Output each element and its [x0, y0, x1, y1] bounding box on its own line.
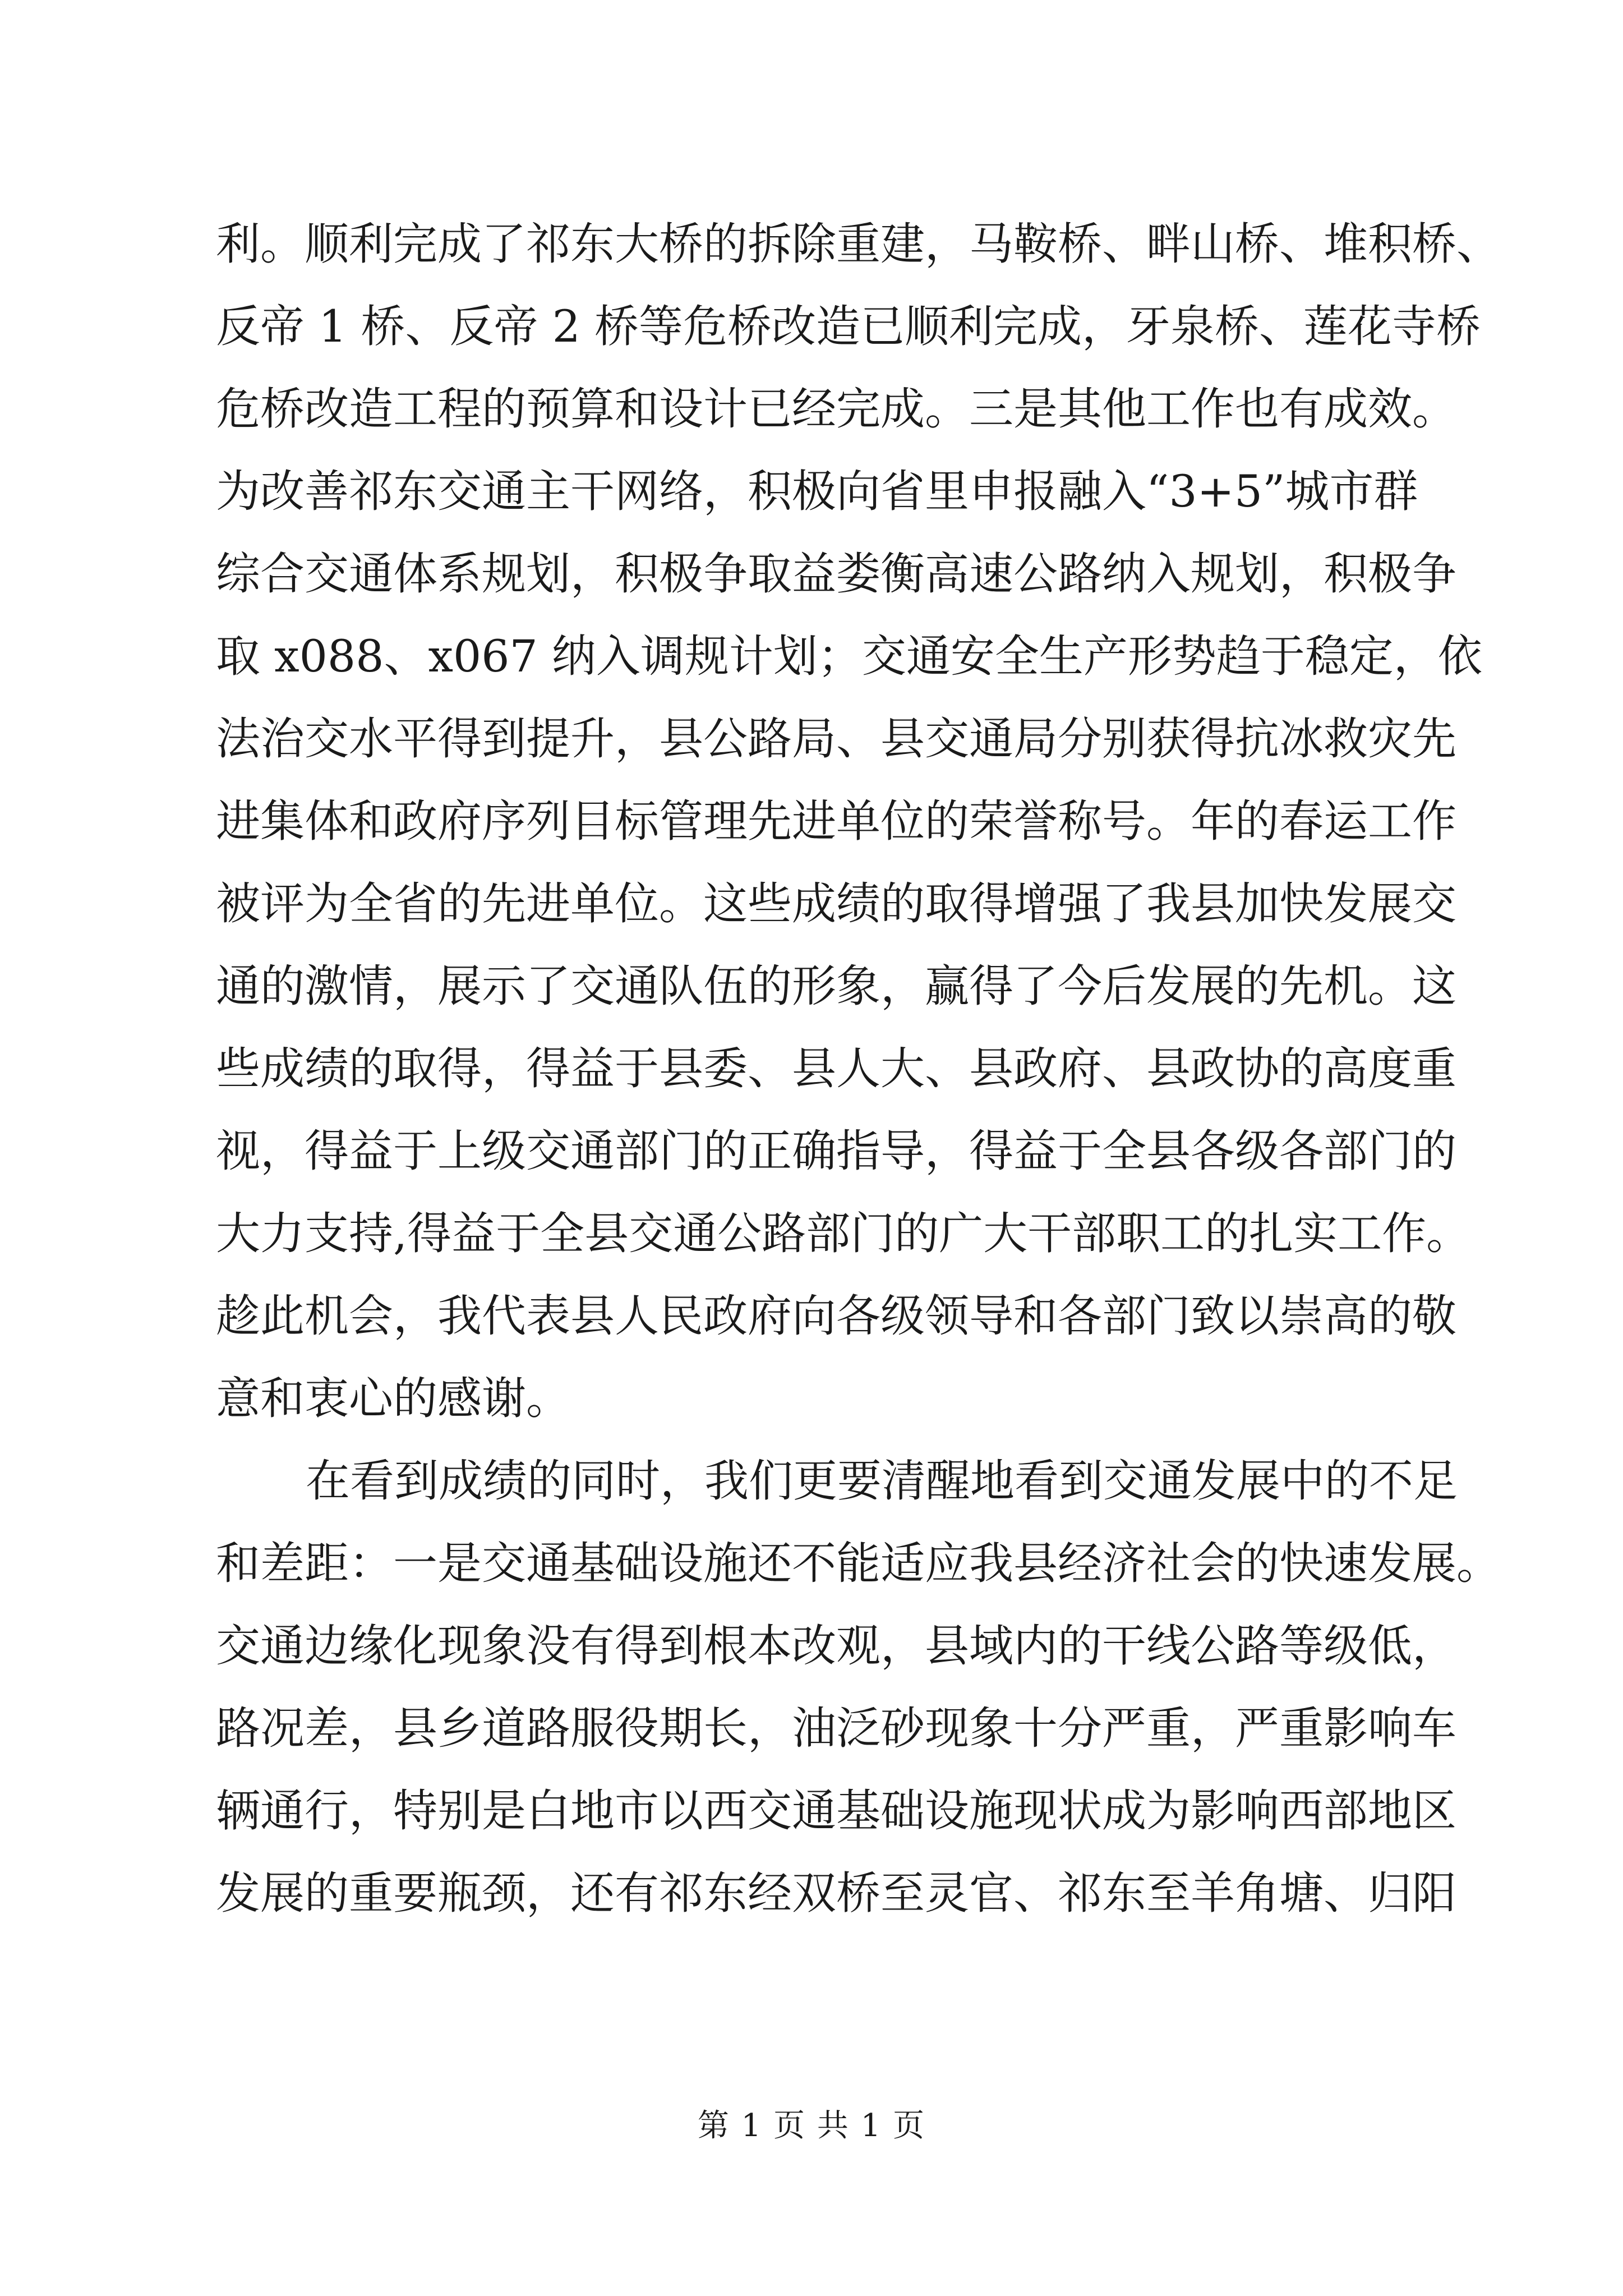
text-line: 利。顺利完成了祁东大桥的拆除重建，马鞍桥、畔山桥、堆积桥、 — [216, 218, 1501, 270]
text-line: 取 x088、x067 纳入调规计划；交通安全生产形势趋于稳定，依 — [216, 631, 1482, 682]
text-line: 大力支持,得益于全县交通公路部门的广大干部职工的扎实工作。 — [216, 1208, 1471, 1259]
text-line: 视，得益于上级交通部门的正确指导，得益于全县各级各部门的 — [216, 1125, 1456, 1177]
text-line: 意和衷心的感谢。 — [216, 1373, 570, 1424]
text-line: 些成绩的取得，得益于县委、县人大、县政府、县政协的高度重 — [216, 1043, 1456, 1094]
text-line: 为改善祁东交通主干网络，积极向省里申报融入“3+5”城市群 — [216, 466, 1418, 517]
page-number-label: 第 1 页 共 1 页 — [697, 2108, 926, 2144]
document-body — [216, 203, 1501, 1935]
paragraph-2 — [216, 1440, 1501, 1935]
text-line: 发展的重要瓶颈，还有祁东经双桥至灵官、祁东至羊角塘、归阳 — [216, 1867, 1456, 1919]
text-line: 被评为全省的先进单位。这些成绩的取得增强了我县加快发展交 — [216, 878, 1456, 930]
text-line: 和差距：一是交通基础设施还不能适应我县经济社会的快速发展。 — [216, 1538, 1501, 1589]
text-line: 反帝 1 桥、反帝 2 桥等危桥改造已顺利完成，牙泉桥、莲花寺桥 — [216, 301, 1481, 352]
text-line: 辆通行，特别是白地市以西交通基础设施现状成为影响西部地区 — [216, 1785, 1456, 1837]
text-line: 法治交水平得到提升，县公路局、县交通局分别获得抗冰救灾先 — [216, 713, 1456, 765]
text-line: 进集体和政府序列目标管理先进单位的荣誉称号。年的春运工作 — [216, 795, 1456, 847]
text-line: 通的激情，展示了交通队伍的形象，赢得了今后发展的先机。这 — [216, 960, 1456, 1012]
text-line: 路况差，县乡道路服役期长，油泛砂现象十分严重，严重影响车 — [216, 1703, 1456, 1754]
text-line: 趁此机会，我代表县人民政府向各级领导和各部门致以崇高的敬 — [216, 1290, 1456, 1342]
paragraph-1 — [216, 203, 1501, 1440]
text-line: 在看到成绩的同时，我们更要清醒地看到交通发展中的不足 — [306, 1455, 1458, 1507]
text-line: 综合交通体系规划，积极争取益娄衡高速公路纳入规划，积极争 — [216, 548, 1456, 600]
text-line: 危桥改造工程的预算和设计已经完成。三是其他工作也有成效。 — [216, 383, 1456, 435]
text-line: 交通边缘化现象没有得到根本改观，县域内的干线公路等级低， — [216, 1620, 1456, 1672]
page-footer — [0, 2101, 1623, 2146]
